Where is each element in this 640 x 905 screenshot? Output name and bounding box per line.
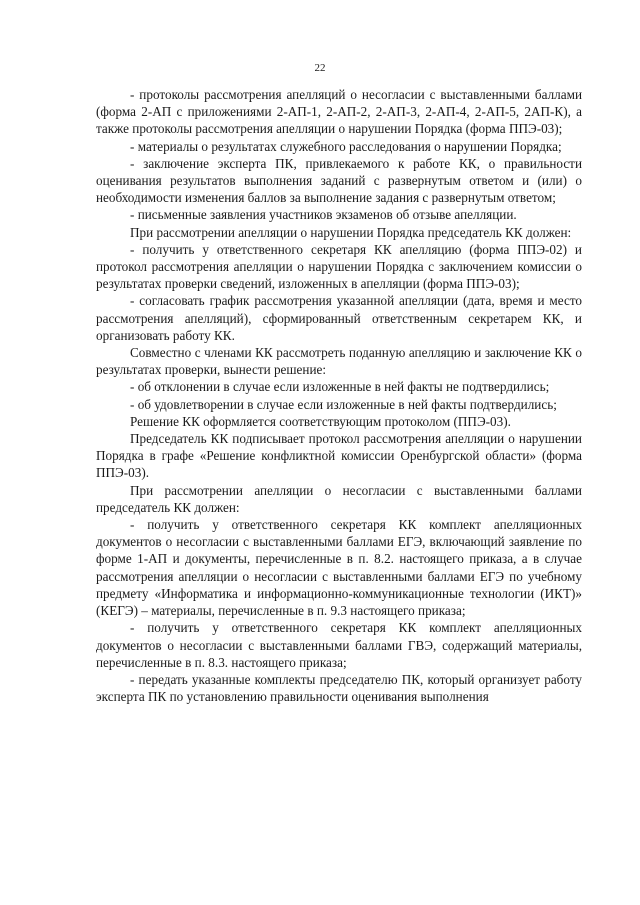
page-number: 22 [314, 62, 326, 74]
paragraph: Решение КК оформляется соответствующим протоколом (ППЭ-03). [130, 413, 511, 429]
paragraph: - заключение эксперта ПК, привлекаемого к работе КК, о правильности оценивания результатов выполнения заданий с развернутым ответом и (или) о необходимости изменения баллов за выполнение задания с развернутым ответом; [96, 155, 582, 206]
paragraph: Совместно с членами КК рассмотреть поданную апелляцию и заключение КК о результатах проверки, вынести решение: [96, 345, 582, 378]
paragraph: - получить у ответственного секретаря КК апелляцию (форма ППЭ-02) и протокол рассмотрения апелляции о нарушении Порядка с заключением комиссии о результатах проверки сведений, изложенных в апелляции (форма ППЭ-03); [96, 241, 582, 292]
paragraph: - согласовать график рассмотрения указанной апелляции (дата, время и место рассмотрения апелляций), сформированный ответственным секретарем КК, и организовать работу КК. [96, 293, 582, 343]
paragraph: - передать указанные комплекты председателю ПК, который организует работу эксперта ПК по установлению правильности оценивания выполнения [96, 671, 582, 705]
paragraph: Председатель КК подписывает протокол рассмотрения апелляции о нарушении Порядка в графе «Решение конфликтной комиссии Оренбургской области» (форма ППЭ-03). [96, 431, 582, 481]
paragraph: При рассмотрении апелляции о несогласии с выставленными баллами председатель КК должен: [96, 482, 582, 515]
paragraph: - письменные заявления участников экзаменов об отзыве апелляции. [130, 207, 517, 223]
paragraph: При рассмотрении апелляции о нарушении Порядка председатель КК должен: [130, 224, 572, 240]
document-body [96, 86, 582, 705]
paragraph: - получить у ответственного секретаря КК комплект апелляционных документов о несогласии с выставленными баллами ЕГЭ, включающий заявление по форме 1-АП и документы, перечисленные в п. 8.2. настоящего приказа, а в случае рассмотрения апелляции о несогласии с выставленными баллами ЕГЭ по учебному предмету «Информатика и информационно-коммуникационные технологии (ИКТ)» (КЕГЭ) – материалы, перечисленные в п. 9.3 настоящего приказа; [96, 517, 582, 619]
paragraph: - об удовлетворении в случае если изложенные в ней факты подтвердились; [130, 396, 557, 412]
paragraph: - материалы о результатах служебного расследования о нарушении Порядка; [130, 138, 562, 154]
paragraph: - об отклонении в случае если изложенные в ней факты не подтвердились; [130, 379, 550, 395]
paragraph: - протоколы рассмотрения апелляций о несогласии с выставленными баллами (форма 2-АП с приложениями 2-АП-1, 2-АП-2, 2-АП-3, 2-АП-4, 2-АП-5, 2АП-К), а также протоколы рассмотрения апелляции о нарушении Порядка (форма ППЭ-03); [96, 87, 582, 137]
paragraph: - получить у ответственного секретаря КК комплект апелляционных документов о несогласии с выставленными баллами ГВЭ, содержащий материалы, перечисленные в п. 8.3. настоящего приказа; [96, 620, 582, 670]
